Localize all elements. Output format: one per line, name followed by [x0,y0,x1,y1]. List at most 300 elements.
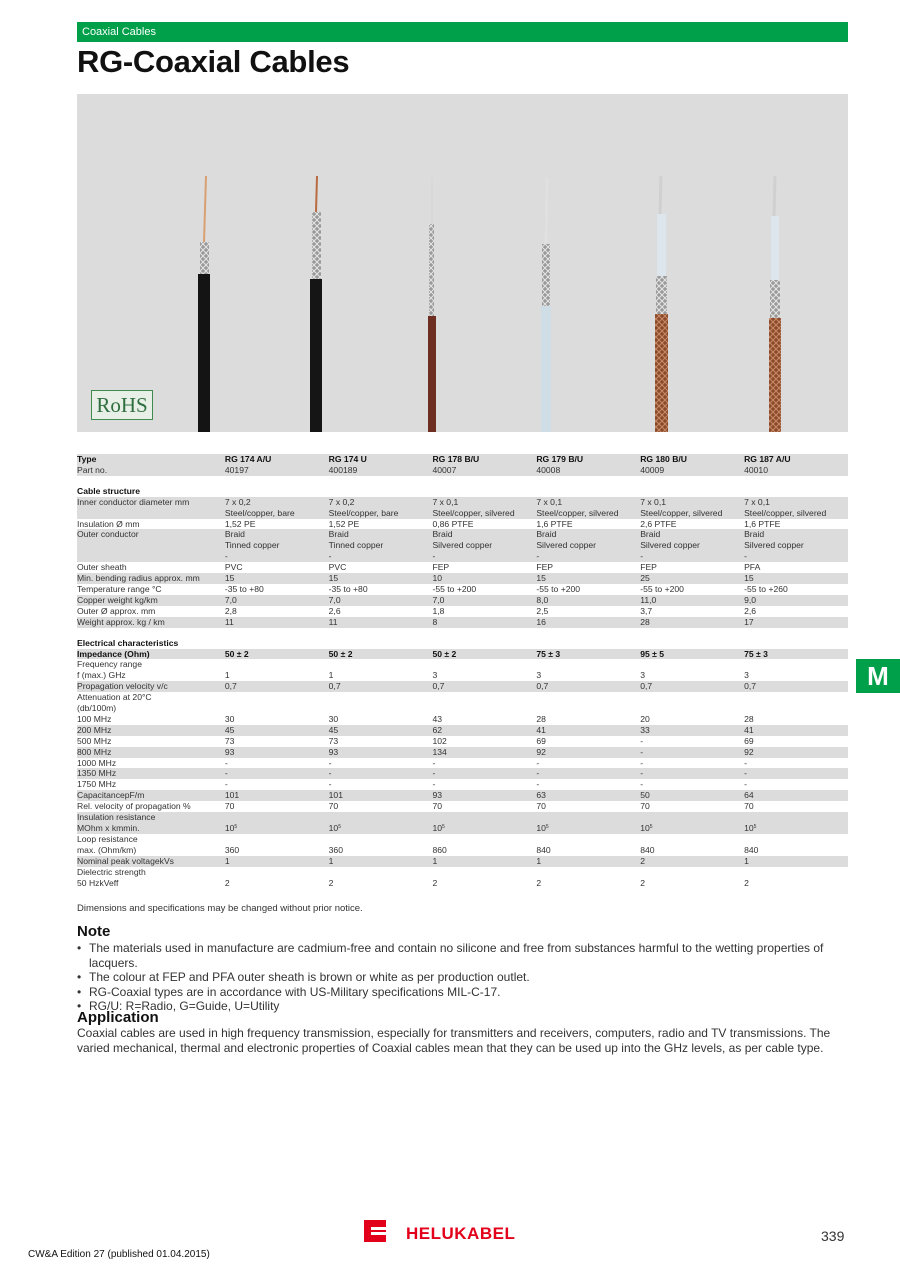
spec-value: 7,0 [329,595,433,606]
spec-value: 2 [328,877,334,888]
spec-value: 93 [225,747,329,758]
spec-value: RG 178 B/U [432,454,536,465]
spec-value: - [432,757,436,768]
spec-value: - [640,551,744,562]
spec-value: 11,0 [640,595,744,606]
spec-value: 40197 [225,465,329,476]
spec-value: RG 174 U [329,454,433,465]
spec-value [329,703,433,714]
spec-value: 360 [224,844,240,855]
cable-photo [77,94,848,432]
spec-value: Tinned copper [329,540,433,551]
spec-value: 7 x 0,1 [640,497,744,508]
spec-label: Outer sheath [77,562,127,573]
spec-row [77,823,848,834]
spec-label: CapacitancepF/m [77,790,225,801]
spec-value: 70 [640,801,650,812]
spec-row [77,834,848,845]
spec-value: 1 [744,856,848,867]
spec-value [432,867,536,878]
spec-value: 69 [536,735,546,746]
spec-value: RG 179 B/U [536,454,640,465]
spec-value: - [640,768,744,779]
spec-value [225,692,329,703]
spec-value: 3 [432,670,438,681]
exponent: 5 [442,824,445,830]
spec-value: -55 to +200 [640,583,684,594]
spec-label: Cable structure [77,485,141,496]
spec-value: $10^5$ [329,823,433,834]
spec-value: 20 [640,713,650,724]
category-label: Coaxial Cables [82,26,156,38]
spec-value: 50 ± 2 [225,649,329,660]
spec-value: - [432,551,536,562]
spec-row [77,725,848,736]
spec-value: 7 x 0,1 [744,497,848,508]
spec-value: 2 [224,877,230,888]
spec-label: Min. bending radius approx. mm [77,573,225,584]
spec-value [640,659,744,670]
spec-value: 11 [225,617,329,628]
spec-row [77,856,848,867]
spec-value: 45 [225,725,329,736]
spec-value: 7,0 [225,595,329,606]
spec-value [225,659,329,670]
spec-value: Steel/copper, silvered [640,508,744,519]
spec-value: 102 [432,735,447,746]
spec-row [77,692,848,703]
spec-value: 840 [536,844,551,855]
spec-value: 2 [432,877,438,888]
spec-value [225,834,329,845]
spec-value: Steel/copper, silvered [432,508,536,519]
spec-value: Braid [744,529,848,540]
edition-footer: CW&A Edition 27 (published 01.04.2015) [28,1249,210,1260]
spec-value: Silvered copper [640,540,744,551]
spec-value: - [536,551,640,562]
spec-value: 1 [224,670,230,681]
spec-value: 0,7 [329,681,433,692]
spec-value: $10^5$ [225,823,329,834]
spec-value: - [536,757,540,768]
spec-value: RG 187 A/U [744,454,848,465]
spec-value [432,834,536,845]
spec-row [77,758,848,769]
spec-value: FEP [640,562,657,573]
spec-label: Nominal peak voltagekVs [77,856,225,867]
spec-value: 15 [329,573,433,584]
exponent: 5 [545,824,549,830]
spec-row [77,747,848,758]
spec-value [225,812,329,823]
spec-value: - [640,757,644,768]
spec-value [744,703,848,714]
spec-row [77,617,848,628]
spec-value: - [744,779,747,790]
spec-value: 1 [432,856,536,867]
spec-row [77,465,848,476]
spec-label: 800 MHz [77,747,225,758]
spec-value [536,867,640,878]
spec-value: - [640,779,644,790]
spec-row [77,736,848,747]
spec-value: - [536,768,640,779]
spec-label: 1000 MHz [77,757,117,768]
spec-value: Braid [640,529,744,540]
spec-value: 7 x 0,1 [432,497,536,508]
spec-value [329,867,433,878]
spec-row [77,812,848,823]
spec-value [536,703,640,714]
spec-value: FEP [432,562,450,573]
spec-value: 0,7 [225,681,329,692]
spec-value: 70 [432,801,443,812]
spec-value: 101 [329,790,433,801]
spec-row [77,573,848,584]
spec-row [77,659,848,670]
spec-value: 30 [224,713,235,724]
spec-value [329,692,433,703]
spec-row [77,768,848,779]
spec-value: 40010 [744,465,848,476]
spec-value: - [744,768,848,779]
spec-value: 2,6 [328,605,341,616]
spec-value [640,867,744,878]
spec-value: Braid [225,529,329,540]
page-title: RG-Coaxial Cables [77,44,350,79]
spec-value [744,834,848,845]
spec-value: -55 to +200 [432,583,477,594]
spec-value: 3,7 [640,605,653,616]
spec-value: 70 [744,801,754,812]
spec-label: Impedance (Ohm) [77,649,225,660]
note-list [77,941,857,1014]
spec-label: Frequency range [77,659,142,670]
spec-value: $10^5$ [536,823,640,834]
category-bar [77,22,848,42]
spec-row [77,867,848,878]
spec-value: 134 [432,747,536,758]
spec-row [77,681,848,692]
spec-value: RG 174 A/U [225,454,329,465]
spec-value: 15 [536,573,640,584]
spec-label: Rel. velocity of propagation % [77,801,191,812]
spec-label: max. (Ohm/km) [77,844,137,855]
spec-value: 1 [536,856,640,867]
spec-row [77,519,848,530]
spec-value: - [328,757,332,768]
spec-value: 93 [432,790,536,801]
spec-label: Part no. [77,465,225,476]
spec-value [432,703,536,714]
note-item: • The colour at FEP and PFA outer sheath is brown or white as per production outlet. [77,970,857,985]
application-text: Coaxial cables are used in high frequency transmission, especially for transmitters and receivers, computers, radio and TV transmissions. The varied mechanical, thermal and electronic properties of Coaxial cables mean that they can be used up into the GHz levels, as per cable type. [77,1026,831,1055]
spec-value: 2 [744,877,749,888]
spec-label: 500 MHz [77,735,112,746]
spec-value: - [225,768,329,779]
spec-row [77,649,848,660]
spec-value: FEP [536,562,554,573]
spec-row [77,454,848,465]
note-item: • RG-Coaxial types are in accordance with US-Military specifications MIL-C-17. [77,985,857,1000]
spec-label: (db/100m) [77,703,117,714]
spec-value: 41 [744,725,848,736]
spec-value: 3 [536,670,542,681]
spacer-row [77,476,848,486]
spec-row [77,595,848,606]
spec-value: 40009 [640,465,744,476]
helukabel-logo-icon [364,1220,388,1242]
spec-value: 28 [536,713,546,724]
spec-value: - [432,779,436,790]
spec-value [640,834,744,845]
spec-value: RG 180 B/U [640,454,744,465]
spec-label: Propagation velocity v/c [77,681,225,692]
spec-value: 7 x 0,2 [225,497,329,508]
spec-row [77,790,848,801]
note-item: • The materials used in manufacture are cadmium-free and contain no silicone and free from substances harmful to the wetting properties of lacquers. [77,941,857,970]
spec-value: 41 [536,725,640,736]
spec-value: 16 [536,617,640,628]
spec-value: Braid [536,529,640,540]
spec-value [744,867,848,878]
spec-label: Inner conductor diameter mm [77,497,225,508]
spec-value: - [744,757,747,768]
spec-value: - [224,757,228,768]
spec-value: 101 [225,790,329,801]
brand-name: HELUKABEL [406,1224,516,1243]
spec-label: Outer Ø approx. mm [77,605,156,616]
spec-value [536,812,640,823]
spec-value: 860 [432,844,447,855]
spec-value: - [432,768,536,779]
cable-rg174u [310,176,322,432]
spec-label: MOhm x kmmin. [77,823,225,834]
spec-label: Weight approx. kg / km [77,617,225,628]
spec-value: 45 [329,725,433,736]
spec-row [77,779,848,790]
spec-value: 8,0 [536,595,640,606]
spec-value: 2,5 [536,605,549,616]
spec-value: 400189 [329,465,433,476]
spec-label: Insulation resistance [77,812,225,823]
spec-value: 3 [640,670,645,681]
spec-value: 1,6 PTFE [744,518,781,529]
spec-value: - [744,551,848,562]
section-heading-row [77,638,848,649]
spec-value [432,812,536,823]
spec-value: 75 ± 3 [744,649,848,660]
spec-value [432,692,536,703]
spec-value [225,867,329,878]
cable-rg187au [769,176,781,432]
spec-value: 92 [744,747,848,758]
spec-value: - [225,551,329,562]
spec-value: 40007 [432,465,536,476]
spec-value: - [328,779,332,790]
spec-value: 70 [328,801,339,812]
spec-value [536,659,640,670]
spec-value: 2 [536,877,542,888]
spec-value: - [329,551,433,562]
spec-value: 15 [225,573,329,584]
spec-value: 50 [640,790,744,801]
spec-value: 1,8 [432,605,445,616]
spec-value: $10^5$ [640,823,744,834]
spec-value: 840 [744,844,759,855]
cable-rg180bu [655,176,668,432]
spec-value: 1 [329,856,433,867]
spec-value: 33 [640,725,744,736]
spec-label: 1350 MHz [77,768,225,779]
spec-value: 0,7 [744,681,848,692]
spec-label [77,540,225,551]
spec-value: 63 [536,790,640,801]
spec-value [536,692,640,703]
spec-value: 2 [640,856,744,867]
spec-value [536,834,640,845]
spec-value: Braid [329,529,433,540]
spec-value: 1,6 PTFE [536,518,573,529]
spec-value: - [224,779,228,790]
spec-value [744,692,848,703]
spec-value: -35 to +80 [224,583,264,594]
spec-value: Braid [432,529,536,540]
spec-value [329,812,433,823]
spec-row [77,551,848,562]
spec-row [77,562,848,573]
spec-value: 1,52 PE [328,518,360,529]
spec-value: 73 [224,735,235,746]
spec-value: 62 [432,725,536,736]
spec-value: Steel/copper, bare [329,508,433,519]
spec-label: Loop resistance [77,833,138,844]
spec-value: $10^5$ [744,823,848,834]
spec-value: Steel/copper, silvered [744,508,848,519]
spec-row [77,878,848,889]
spec-value: 7,0 [432,595,536,606]
note-heading: Note [77,923,111,940]
spec-value: 40008 [536,465,640,476]
spec-value: 8 [432,617,536,628]
spec-value: 25 [640,573,744,584]
spec-value: 9,0 [744,595,848,606]
spec-value: 10 [432,573,536,584]
spec-label: Temperature range °C [77,583,162,594]
spec-value: Steel/copper, bare [225,508,329,519]
page-number: 339 [821,1228,845,1244]
spec-row [77,845,848,856]
spec-value: $10^5$ [432,823,536,834]
spec-value: 840 [640,844,655,855]
spec-value [744,659,848,670]
spec-value: 360 [328,844,343,855]
spec-value [640,703,744,714]
spec-value: Steel/copper, silvered [536,508,640,519]
spec-row [77,606,848,617]
spec-value: 17 [744,617,848,628]
spec-value: 1,52 PE [224,518,256,529]
spec-value: 30 [328,713,339,724]
spec-row [77,508,848,519]
spec-value [329,659,433,670]
spec-value: 93 [329,747,433,758]
spec-value: 28 [640,617,744,628]
spec-value: 1 [328,670,334,681]
spec-value: -55 to +200 [536,583,581,594]
spec-value [432,659,536,670]
spec-value: 2,6 PTFE [640,518,677,529]
spec-label: f (max.) GHz [77,670,126,681]
spec-value: 95 ± 5 [640,649,744,660]
spec-label: 100 MHz [77,713,112,724]
spec-label: Electrical characteristics [77,637,179,648]
spacer-row [77,628,848,638]
spec-value: 50 ± 2 [329,649,433,660]
spec-value: 3 [744,670,749,681]
section-heading-row [77,486,848,497]
spec-label: Attenuation at 20°C [77,692,152,703]
spec-label [77,508,225,519]
spec-value: 0,7 [536,681,640,692]
cable-rg174au [198,176,210,432]
spec-row [77,670,848,681]
spec-value: 2 [640,877,645,888]
note-item: • RG/U: R=Radio, G=Guide, U=Utility [77,999,857,1014]
spec-row [77,584,848,595]
spec-value: - [536,779,540,790]
spec-row [77,801,848,812]
spec-row [77,703,848,714]
application-heading: Application [77,1009,159,1026]
spec-label: Dielectric strength [77,866,146,877]
exponent: 5 [234,824,238,830]
spec-value: -55 to +260 [744,583,788,594]
spec-label: Type [77,454,225,465]
spec-value: - [329,768,433,779]
spec-value: - [640,735,644,746]
spec-label: 1750 MHz [77,779,117,790]
spec-label: 200 MHz [77,725,225,736]
section-tab-m[interactable]: M [856,659,900,693]
spec-value: Silvered copper [744,540,848,551]
spec-row [77,529,848,540]
spec-value: 73 [328,735,339,746]
spec-label: Copper weight kg/km [77,595,225,606]
spec-value: 50 ± 2 [432,649,536,660]
spec-value: 7 x 0,2 [329,497,433,508]
spec-value [640,812,744,823]
spec-value: 43 [432,713,443,724]
spec-value: 75 ± 3 [536,649,640,660]
spec-value: 64 [744,790,848,801]
spec-value [744,812,848,823]
spec-value: 0,7 [432,681,536,692]
spec-value: PFA [744,562,761,573]
cable-rg179bu [541,178,551,432]
spec-row [77,497,848,508]
spec-value [225,703,329,714]
exponent: 5 [338,824,341,830]
spec-value: 7 x 0,1 [536,497,640,508]
exponent: 5 [753,824,757,830]
spec-label: Insulation Ø mm [77,518,140,529]
spec-value: 11 [329,617,433,628]
spec-value: - [640,747,744,758]
spec-row [77,540,848,551]
spec-value: Silvered copper [432,540,536,551]
spec-value: 92 [536,747,640,758]
